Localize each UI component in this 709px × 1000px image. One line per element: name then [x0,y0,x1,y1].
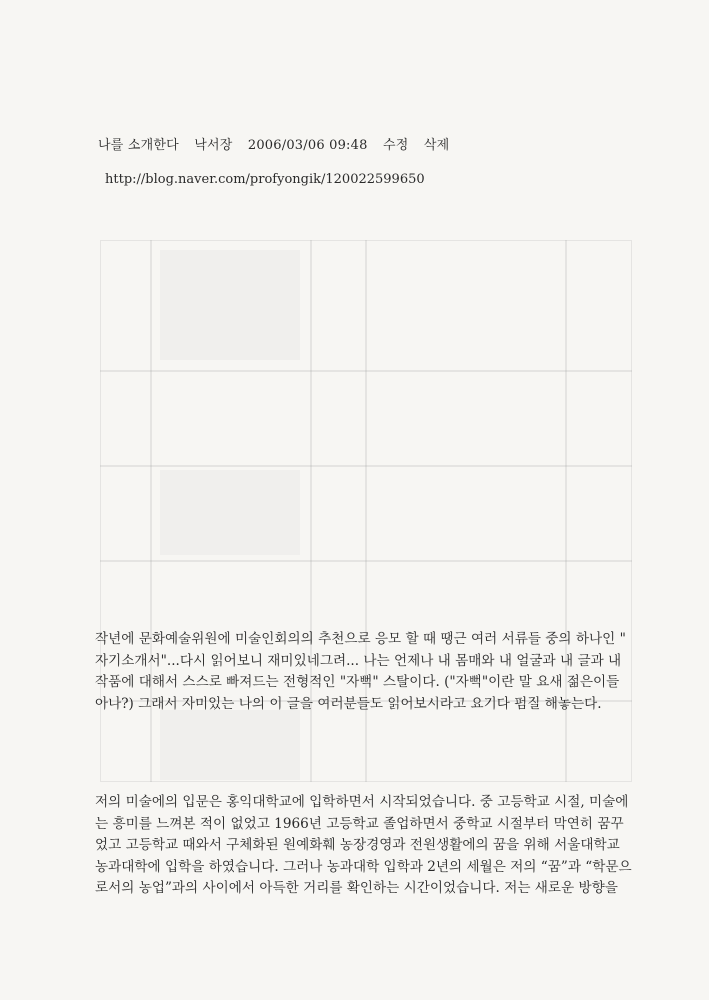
text-line: 로서의 농업”과의 사이에서 아득한 거리를 확인하는 시간이었습니다. 저는 새로운 방향을 [95,880,618,896]
text-line: 작품에 대해서 스스로 빠져드는 전형적인 "자뻑" 스탈이다. ("자뻑"이란 말 요새 젊은이들 [95,674,620,690]
text-line: 었고 고등학교 때와서 구체화된 원예화훼 농장경영과 전원생활에의 꿈을 위해 서울대학교 [95,837,620,853]
edit-link[interactable]: 수정 [382,138,409,153]
post-datetime: 2006/03/06 09:48 [247,138,368,153]
post-title: 나를 소개한다 [98,138,179,153]
text-line: 작년에 문화예술위원에 미술인회의의 추천으로 응모 할 때 땡근 여러 서류들 중의 하나인 " [95,631,626,647]
post-header [98,134,460,153]
text-line: 아나?) 그래서 자미있는 나의 이 글을 여러분들도 읽어보시라고 요기다 펌질 해놓는다. [95,695,602,712]
post-url[interactable]: http://blog.naver.com/profyongik/120022599650 [105,172,425,187]
intro-paragraph [95,629,626,715]
text-line: 는 흥미를 느껴본 적이 없었고 1966년 고등학교 졸업하면서 중학교 시절부터 막연히 꿈꾸 [95,815,624,832]
text-line: 농과대학에 입학을 하였습니다. 그러나 농과대학 입학과 2년의 세월은 저의 “꿈”과 “학문으 [95,858,632,875]
post-category: 낙서장 [194,138,233,153]
text-line: 저의 미술에의 입문은 홍익대학교에 입학하면서 시작되었습니다. 중 고등학교 시절, 미술에 [95,794,629,810]
delete-link[interactable]: 삭제 [423,138,450,153]
body-paragraph [95,792,632,900]
text-line: 자기소개서"...다시 읽어보니 재미있네그려... 나는 언제나 내 몸매와 내 얼굴과 내 글과 내 [95,652,622,669]
